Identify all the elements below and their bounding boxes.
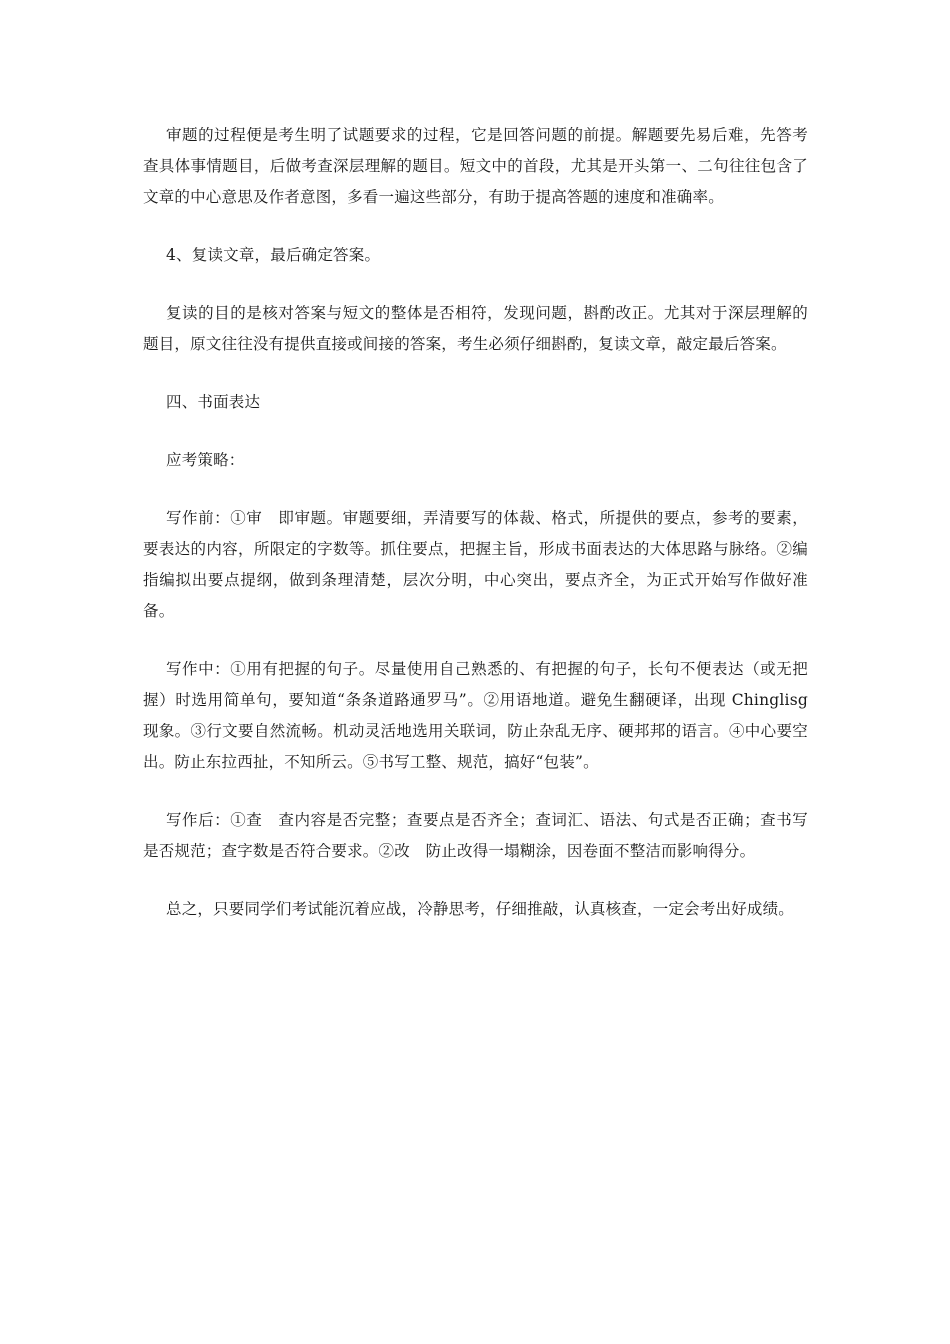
paragraph-after-writing: 写作后：①查 查内容是否完整；查要点是否齐全；查词汇、语法、句式是否正确；查书写是否规范；查字数是否符合要求。②改 防止改得一塌糊涂，因卷面不整洁而影响得分。	[143, 811, 808, 860]
section-heading-writing: 四、书面表达	[166, 393, 261, 411]
paragraph-step-4-heading: 4、复读文章，最后确定答案。	[166, 246, 381, 264]
paragraph-reread: 复读的目的是核对答案与短文的整体是否相符，发现问题，斟酌改正。尤其对于深层理解的题目，原文往往没有提供直接或间接的答案，考生必须仔细斟酌，复读文章，敲定最后答案。	[143, 304, 808, 353]
paragraph-strategy-label: 应考策略：	[166, 451, 245, 469]
paragraph-during-writing: 写作中：①用有把握的句子。尽量使用自己熟悉的、有把握的句子，长句不便表达（或无把握）时选用简单句，要知道“条条道路通罗马”。②用语地道。避免生翻硬译，出现 Chinglisg 现象。③行文要自然流畅。机动灵活地选用关联词，防止杂乱无序、硬邦邦的语言。④中心要空出。防止东拉西扯，不知所云。⑤书写工整、规范，搞好“包装”。	[143, 660, 808, 771]
document-body	[143, 120, 824, 952]
paragraph-reading-strategy: 审题的过程便是考生明了试题要求的过程，它是回答问题的前提。解题要先易后难，先答考查具体事情题目，后做考查深层理解的题目。短文中的首段，尤其是开头第一、二句往往包含了文章的中心意思及作者意图，多看一遍这些部分，有助于提高答题的速度和准确率。	[143, 126, 808, 206]
paragraph-before-writing: 写作前：①审 即审题。审题要细，弄清要写的体裁、格式，所提供的要点，参考的要素，要表达的内容，所限定的字数等。抓住要点，把握主旨，形成书面表达的大体思路与脉络。②编 指编拟出要点提纲，做到条理清楚，层次分明，中心突出，要点齐全，为正式开始写作做好准备。	[143, 509, 824, 620]
paragraph-conclusion: 总之，只要同学们考试能沉着应战，冷静思考，仔细推敲，认真核查，一定会考出好成绩。	[166, 900, 795, 918]
